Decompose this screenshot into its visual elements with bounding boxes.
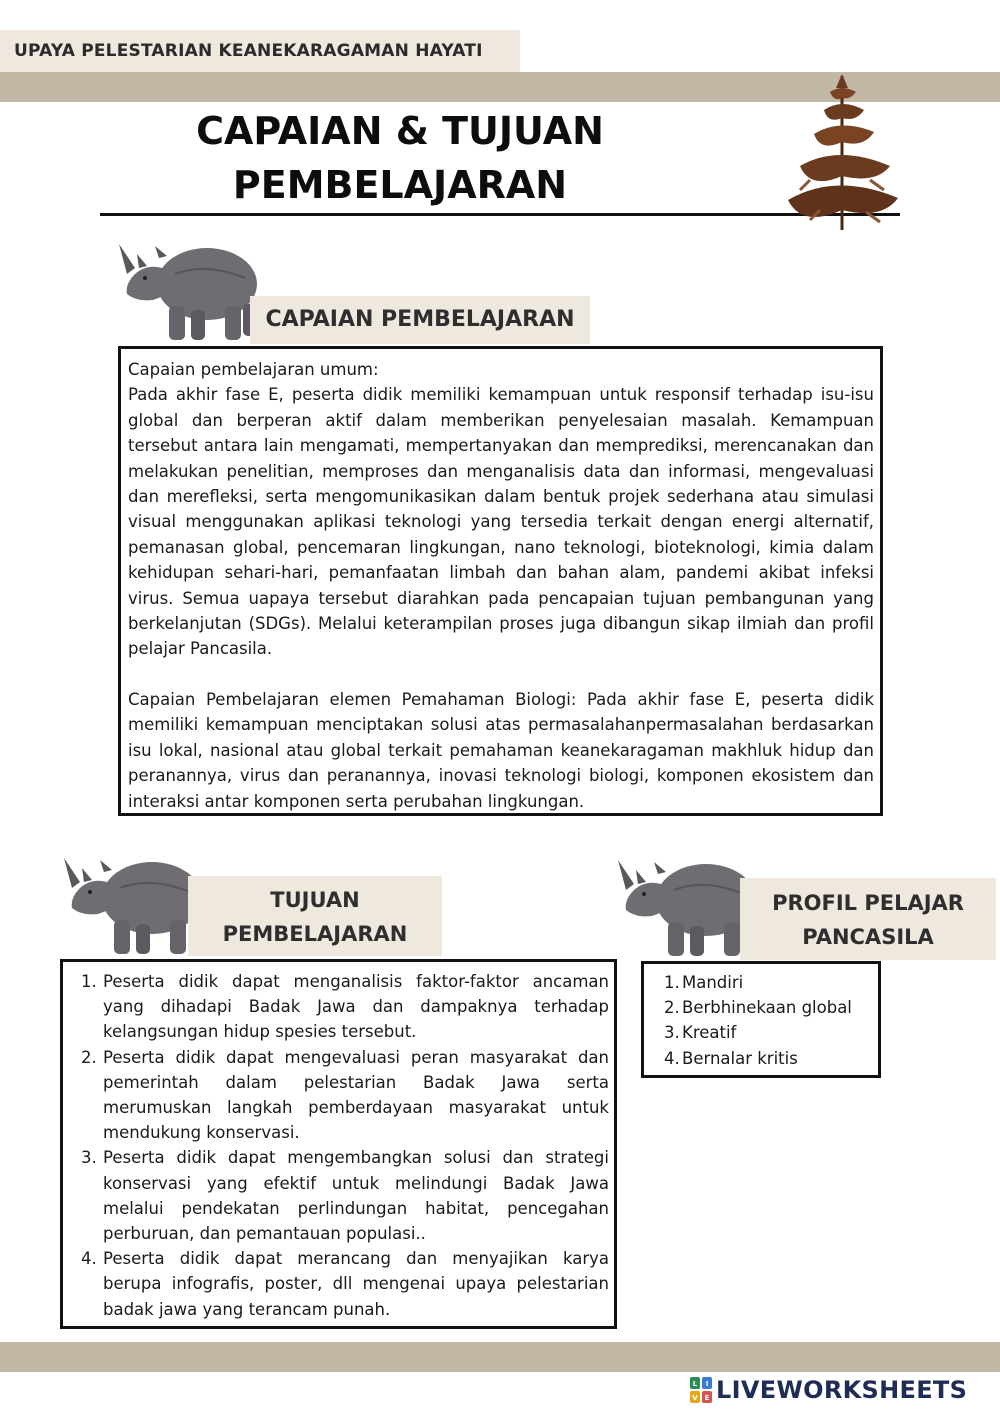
tujuan-list [81, 969, 609, 1322]
list-item: 1. Mandiri [664, 973, 744, 992]
list-item: 3. Kreatif [664, 1023, 737, 1043]
profil-label [740, 878, 996, 960]
tujuan-label [188, 876, 442, 956]
capaian-general-text: Pada akhir fase E, peserta didik memiliki kemampuan untuk responsif terhadap isu-isu global dan berperan aktif dalam memberikan penyelesaian masalah. Kemampuan tersebut antara lain mengamati, mempertanyakan dan memprediksi, merencanakan dan melakukan penelitian, memproses dan menganalisis data dan informasi, mengevaluasi dan merefleksi, serta mengomunikasikan dalam bentuk projek sederhana atau simulasi visual menggunakan aplikasi teknologi yang tersedia terkait dengan energi alternatif, pemanasan global, pencemaran lingkungan, nano teknologi, bioteknologi, kimia dalam kehidupan sehari-hari, pemanfaatan limbah dan bahan alam, pandemi akibat infeksi virus. Semua uapaya tersebut diarahkan pada pencapaian tujuan pembangunan yang berkelanjutan (SDGs). Melalui keterampilan proses juga dibangun sikap ilmiah dan profil pelajar Pancasila. [128, 385, 874, 659]
tujuan-box [60, 959, 617, 1329]
logo-letter: E [704, 1394, 710, 1402]
logo-letter: V [692, 1394, 698, 1402]
capaian-box [118, 346, 883, 816]
bottom-band [0, 1342, 1000, 1372]
profil-label-line2: PANCASILA [802, 925, 934, 949]
tujuan-label-line1: TUJUAN [270, 888, 360, 912]
document-tag: UPAYA PELESTARIAN KEANEKARAGAMAN HAYATI [0, 30, 520, 72]
profil-list [664, 970, 872, 1071]
tujuan-label-line2: PEMBELAJARAN [222, 922, 408, 946]
pine-tree-icon [780, 70, 900, 235]
profil-box [641, 961, 881, 1078]
page-title-line2: PEMBELAJARAN [232, 163, 568, 207]
list-item: 2. Peserta didik dapat mengevaluasi peran masyarakat dan pemerintah dalam pelestarian Badak Jawa serta merumuskan langkah pemberdayaan masyarakat untuk mendukung konservasi. [81, 1047, 609, 1143]
capaian-element-text: Capaian Pembelajaran elemen Pemahaman Biologi: Pada akhir fase E, peserta didik memiliki kemampuan menciptakan solusi atas permasalahanpermasalahan berdasarkan isu lokal, nasional atau global terkait pemahaman keanekaragaman makhluk hidup dan peranannya, virus dan peranannya, inovasi teknologi biologi, komponen ekosistem dan interaksi antar komponen serta perubahan lingkungan. [128, 689, 874, 811]
capaian-label: CAPAIAN PEMBELAJARAN [250, 296, 590, 344]
list-item: 2. Berbhinekaan global [664, 998, 852, 1018]
logo-text: LIVEWORKSHEETS [716, 1376, 968, 1404]
logo-letter: I [705, 1380, 709, 1388]
page-title-line1: CAPAIAN & TUJUAN [196, 109, 604, 153]
logo-letter: L [692, 1380, 698, 1388]
capaian-general-heading: Capaian pembelajaran umum: [128, 360, 379, 379]
list-item: 1. Peserta didik dapat menganalisis faktor-faktor ancaman yang dihadapi Badak Jawa dan dampaknya terhadap kelangsungan hidup spesies tersebut. [81, 972, 609, 1042]
page-title [150, 104, 650, 212]
profil-label-line1: PROFIL PELAJAR [772, 891, 964, 915]
list-item: 4. Bernalar kritis [664, 1048, 798, 1068]
rhino-icon [115, 222, 265, 347]
list-item: 4. Peserta didik dapat merancang dan menyajikan karya berupa infografis, poster, dll mengenai upaya pelestarian badak jawa yang terancam punah. [81, 1249, 609, 1319]
liveworksheets-logo[interactable] [690, 1372, 990, 1408]
liveworksheets-mark-icon [690, 1377, 712, 1403]
list-item: 3. Peserta didik dapat mengembangkan solusi dan strategi konservasi yang efektif untuk melindungi Badak Jawa melalui pendekatan perlindungan habitat, pencegahan perburuan, dan pemantauan populasi.. [81, 1148, 609, 1244]
